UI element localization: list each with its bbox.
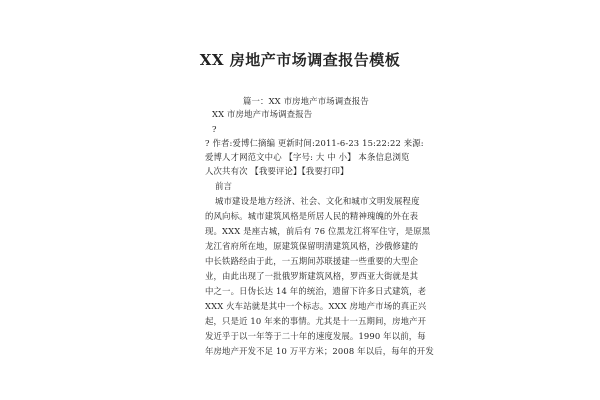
body-line: 年房地产开发不足 10 万平方米；2008 年以后，每年的开发	[205, 346, 434, 356]
body-line: 城市建设是地方经济、社会、文化和城市文明发展程度	[215, 196, 420, 206]
meta-source-line: 爱博人才网范文中心 【字号: 大 中 小】 本条信息浏览	[205, 152, 410, 162]
body-line: 中长铁路经由于此，一五期间苏联援建一些重要的大型企	[205, 256, 419, 266]
question-mark: ?	[212, 124, 217, 134]
body-line: 业，由此出现了一批俄罗斯建筑风格，罗西亚大街就是其	[205, 271, 419, 281]
body-line: 中之一。日伪长达 14 年的统治，遗留下许多日式建筑，老	[205, 286, 427, 296]
body-line: 龙江省府所在地，原建筑保留明清建筑风格，沙俄修建的	[205, 241, 419, 251]
body-line: 发近乎于以一年等于二十年的速度发展。1990 年以前，每	[205, 331, 426, 341]
body-line: 的风向标。城市建筑风格是所居人民的精神瑰魄的外在表	[205, 211, 419, 221]
body-line: 现。XXX 是座古城，前后有 76 位黑龙江将军住守，是原黑	[205, 226, 431, 236]
subtitle: 篇一：XX 市房地产市场调查报告	[243, 96, 369, 106]
document-title: XX 房地产市场调查报告模板	[199, 51, 401, 69]
meta-author-line: ? 作者:爱博仁摘编 更新时间:2011-6-23 15:22:22 来源:	[205, 138, 424, 148]
meta-actions-line: 人次共有次 【我要评论】【我要打印】	[205, 166, 349, 176]
body-line: XXX 火车站就是其中一个标志。XXX 房地产市场的真正兴	[205, 301, 427, 311]
report-heading: XX 市房地产市场调查报告	[212, 109, 313, 119]
section-heading: 前言	[215, 181, 233, 191]
body-line: 起，只是近 10 年来的事情。尤其是十一五期间，房地产开	[205, 316, 427, 326]
